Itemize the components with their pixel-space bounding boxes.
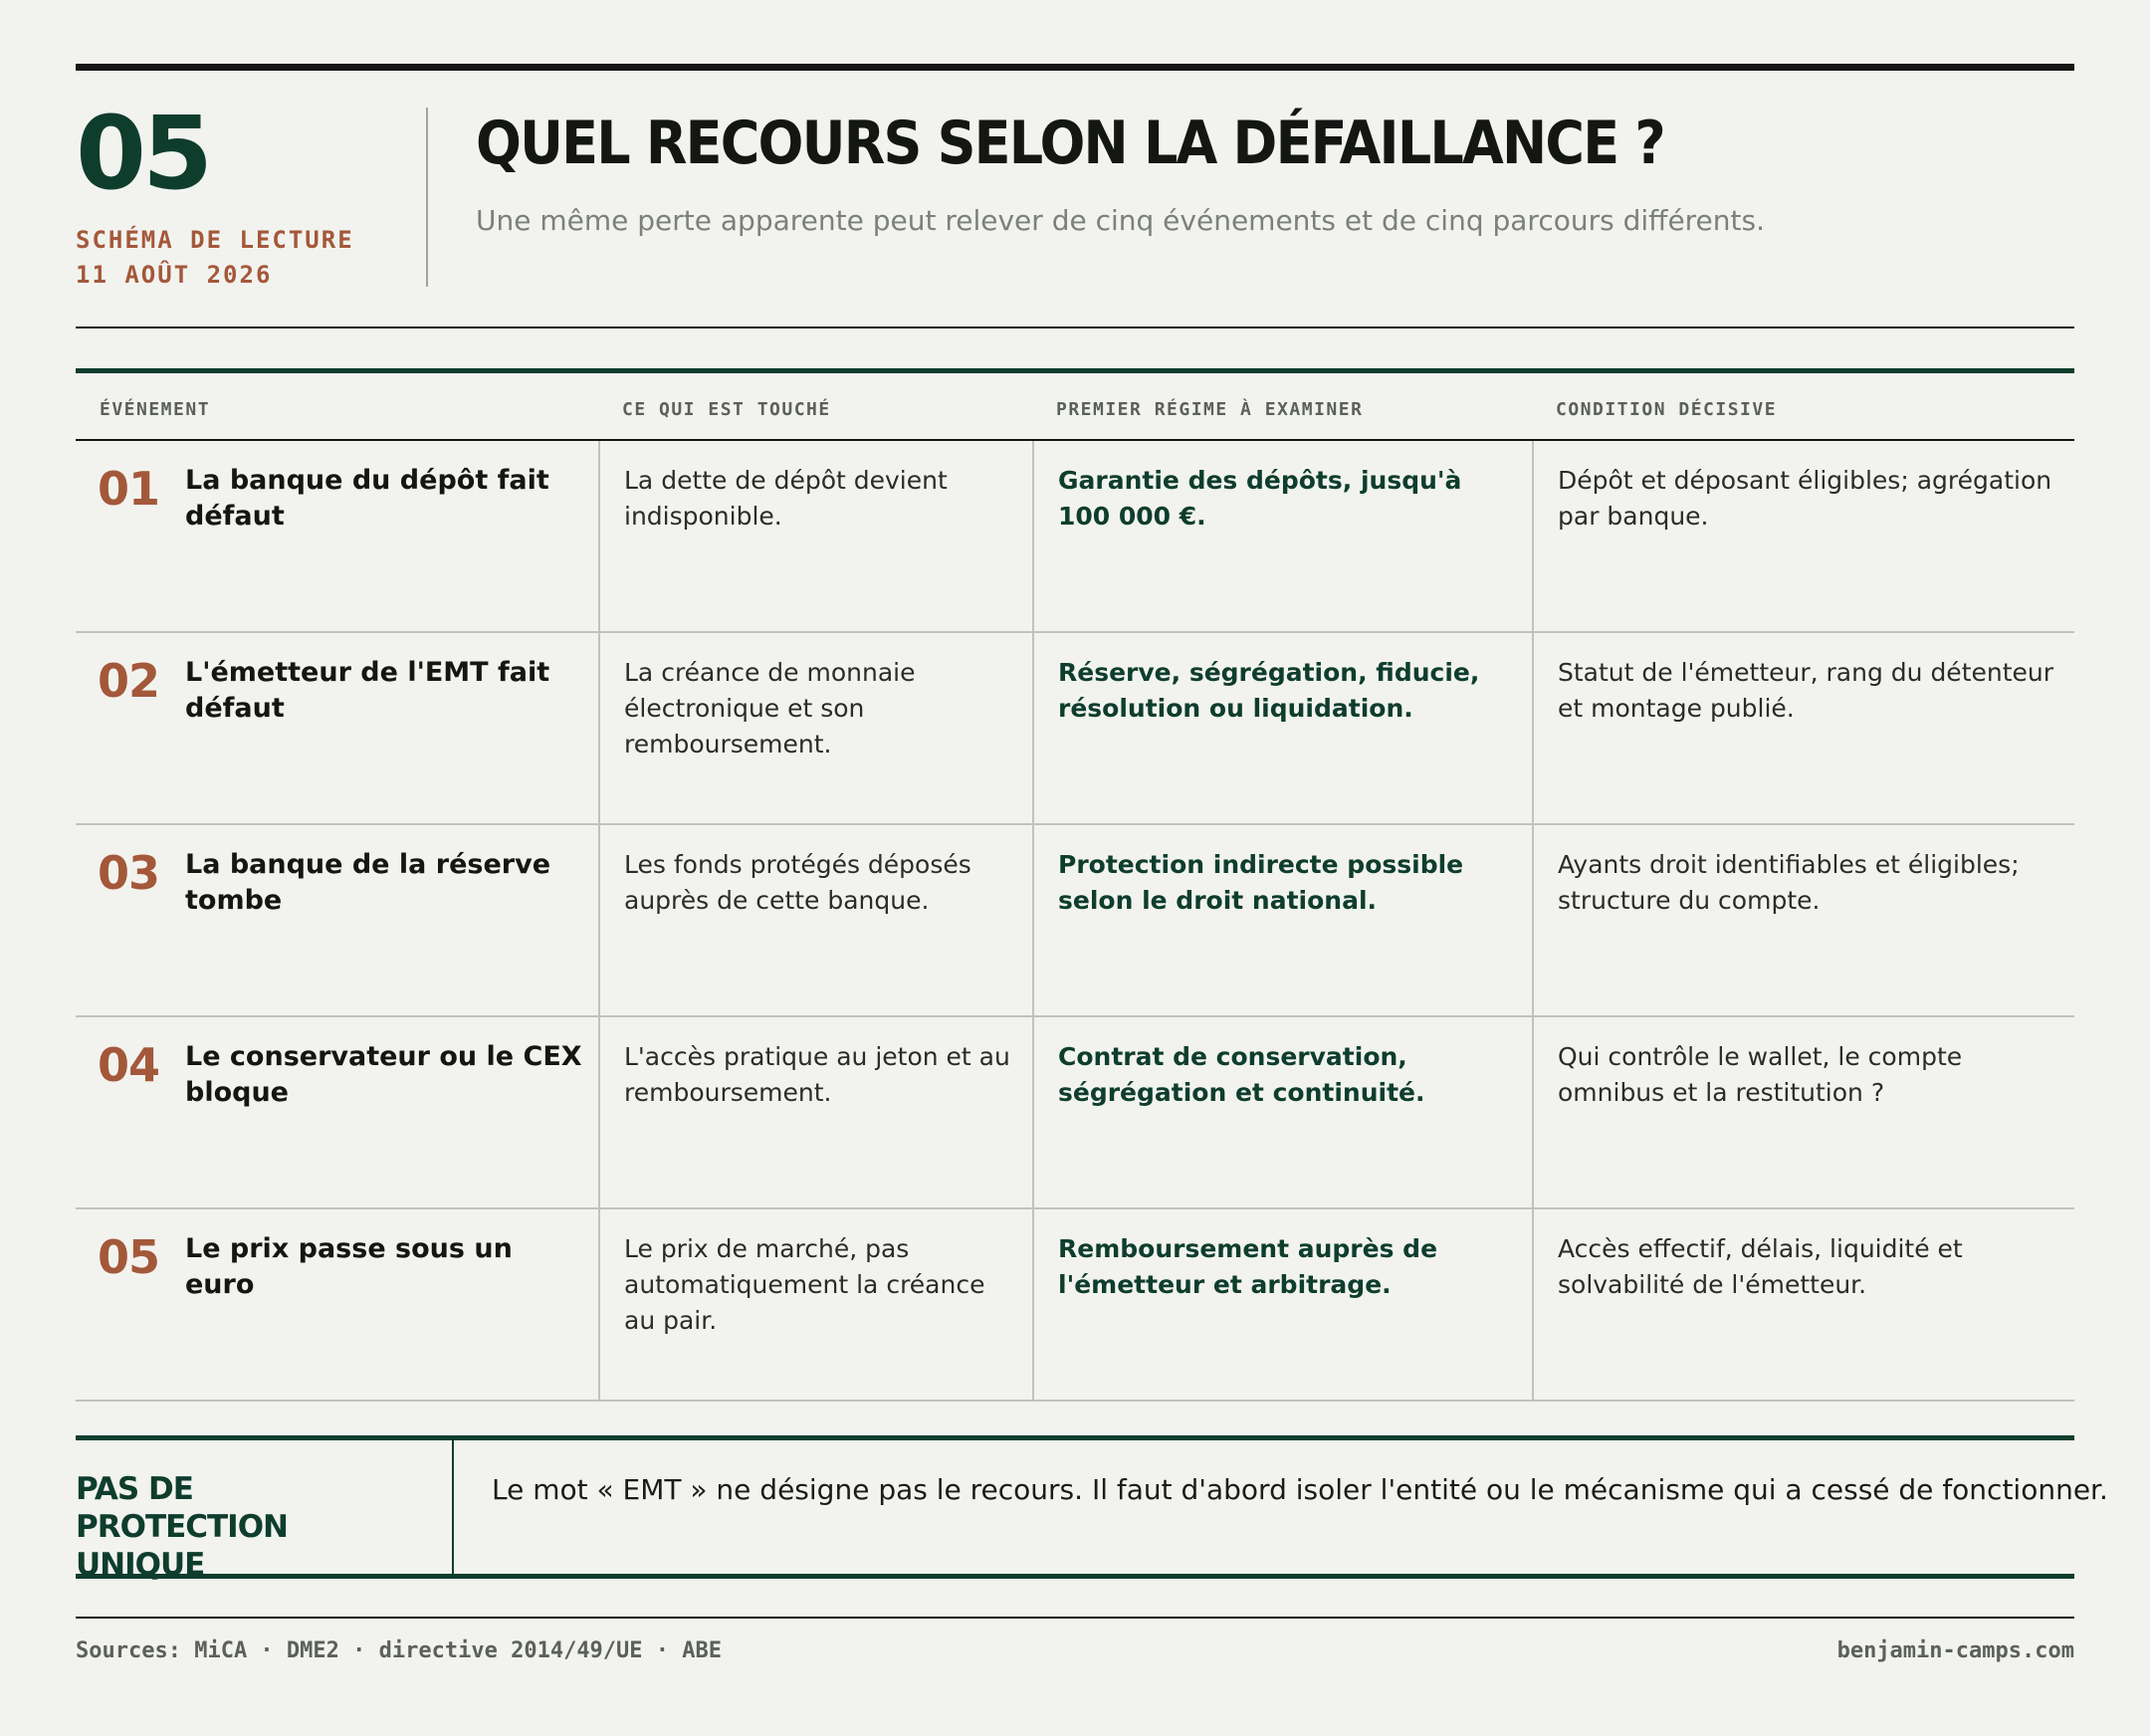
kicker-date: 11 AOÛT 2026 xyxy=(76,261,273,289)
footer-rule xyxy=(76,1617,2074,1619)
event-cell xyxy=(76,1209,598,1400)
column-header-condition: CONDITION DÉCISIVE xyxy=(1556,399,1778,420)
affected-text: Le prix de marché, pas automatiquement la créance au pair. xyxy=(624,1234,985,1335)
row-number: 05 xyxy=(98,1230,160,1284)
callout-text: Le mot « EMT » ne désigne pas le recours. Il faut d'abord isoler l'entité ou le mécanisme qui a cessé de fonctionner. xyxy=(492,1473,2108,1506)
condition-text: Qui contrôle le wallet, le compte omnibus et la restitution ? xyxy=(1558,1042,1963,1107)
footer-sources: Sources: MiCA · DME2 · directive 2014/49/UE · ABE xyxy=(76,1638,723,1663)
condition-cell xyxy=(1532,633,2074,823)
event-cell xyxy=(76,441,598,631)
page-subtitle: Une même perte apparente peut relever de cinq événements et de cinq parcours différents. xyxy=(476,204,1765,237)
condition-text: Dépôt et déposant éligibles; agrégation par banque. xyxy=(1558,466,2052,531)
column-header-affected: CE QUI EST TOUCHÉ xyxy=(622,399,831,420)
kicker-label: SCHÉMA DE LECTURE xyxy=(76,226,354,254)
header-divider xyxy=(426,108,428,287)
callout-box xyxy=(76,1435,2108,1583)
condition-cell xyxy=(1532,1017,2074,1207)
header xyxy=(76,95,2074,293)
condition-text: Statut de l'émetteur, rang du détenteur et montage publié. xyxy=(1558,658,2054,723)
condition-cell xyxy=(1532,1209,2074,1400)
affected-cell xyxy=(598,825,1032,1015)
affected-text: La créance de monnaie électronique et son remboursement. xyxy=(624,658,916,759)
event-label: La banque de la réserve tombe xyxy=(185,849,551,916)
header-meta xyxy=(76,95,424,289)
top-rule xyxy=(76,64,2074,71)
regime-text: Réserve, ségrégation, fiducie, résolution ou liquidation. xyxy=(1058,658,1480,723)
table-row xyxy=(76,825,2074,1017)
regime-cell xyxy=(1032,1017,1532,1207)
footer-site-link[interactable]: benjamin-camps.com xyxy=(1836,1638,2074,1663)
event-cell xyxy=(76,1017,598,1207)
affected-text: L'accès pratique au jeton et au remboursement. xyxy=(624,1042,1010,1107)
table-header xyxy=(76,373,2074,441)
affected-cell xyxy=(598,1017,1032,1207)
regime-text: Contrat de conservation, ségrégation et continuité. xyxy=(1058,1042,1425,1107)
regime-cell xyxy=(1032,825,1532,1015)
regime-text: Remboursement auprès de l'émetteur et arbitrage. xyxy=(1058,1234,1438,1299)
affected-text: La dette de dépôt devient indisponible. xyxy=(624,466,948,531)
recourse-table xyxy=(76,368,2074,1402)
condition-cell xyxy=(1532,825,2074,1015)
affected-text: Les fonds protégés déposés auprès de cette banque. xyxy=(624,850,971,915)
table-row xyxy=(76,441,2074,633)
header-rule xyxy=(76,326,2074,328)
regime-cell xyxy=(1032,441,1532,631)
event-label: L'émetteur de l'EMT fait défaut xyxy=(185,657,550,724)
callout-divider xyxy=(452,1440,454,1574)
condition-cell xyxy=(1532,441,2074,631)
event-label: La banque du dépôt fait défaut xyxy=(185,465,549,532)
section-number: 05 xyxy=(76,95,209,213)
row-number: 02 xyxy=(98,654,160,708)
row-number: 03 xyxy=(98,846,160,900)
table-row xyxy=(76,633,2074,825)
condition-text: Ayants droit identifiables et éligibles; structure du compte. xyxy=(1558,850,2020,915)
affected-cell xyxy=(598,633,1032,823)
regime-text: Protection indirecte possible selon le droit national. xyxy=(1058,850,1464,915)
page-title: QUEL RECOURS SELON LA DÉFAILLANCE ? xyxy=(476,108,1664,178)
callout-label: PAS DE PROTECTION UNIQUE xyxy=(76,1471,288,1583)
kicker xyxy=(76,223,354,293)
row-number: 01 xyxy=(98,462,160,516)
table-row xyxy=(76,1209,2074,1402)
regime-text: Garantie des dépôts, jusqu'à 100 000 €. xyxy=(1058,466,1462,531)
column-header-event: ÉVÉNEMENT xyxy=(100,399,211,420)
regime-cell xyxy=(1032,633,1532,823)
event-label: Le prix passe sous un euro xyxy=(185,1233,513,1300)
table-row xyxy=(76,1017,2074,1209)
regime-cell xyxy=(1032,1209,1532,1400)
affected-cell xyxy=(598,1209,1032,1400)
event-cell xyxy=(76,825,598,1015)
column-header-regime: PREMIER RÉGIME À EXAMINER xyxy=(1056,399,1364,420)
event-cell xyxy=(76,633,598,823)
event-label: Le conservateur ou le CEX bloque xyxy=(185,1041,582,1108)
row-number: 04 xyxy=(98,1038,160,1092)
condition-text: Accès effectif, délais, liquidité et solvabilité de l'émetteur. xyxy=(1558,1234,1963,1299)
affected-cell xyxy=(598,441,1032,631)
